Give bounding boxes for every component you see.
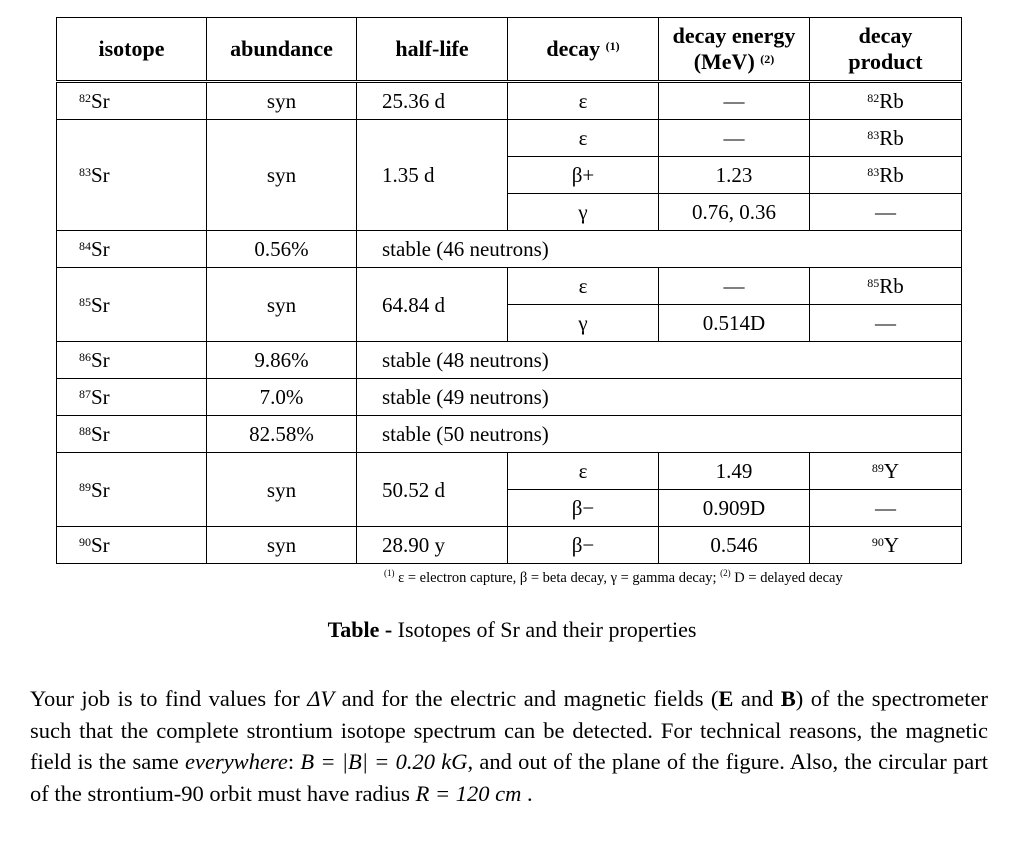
abundance-cell: syn (207, 527, 357, 564)
table-caption (0, 617, 1024, 643)
header-decay: decay $^{(1)}$ (508, 18, 659, 82)
decay-product-cell: $^{83}$Rb (810, 157, 962, 194)
blank-cell (810, 416, 962, 453)
half-life-cell: 1.35 d (357, 120, 508, 231)
header-isotope: isotope (57, 18, 207, 82)
decay-mode-cell: ε (508, 82, 659, 120)
decay-mode-cell: γ (508, 305, 659, 342)
header-abundance: abundance (207, 18, 357, 82)
isotope-cell: $^{90}$Sr (57, 527, 207, 564)
blank-cell (810, 231, 962, 268)
isotope-cell: $^{89}$Sr (57, 453, 207, 527)
blank-cell (810, 379, 962, 416)
decay-mode-cell: β− (508, 527, 659, 564)
abundance-cell: syn (207, 453, 357, 527)
decay-product-cell: — (810, 194, 962, 231)
decay-energy-cell: 1.23 (659, 157, 810, 194)
half-life-cell: 28.90 y (357, 527, 508, 564)
decay-energy-cell: 1.49 (659, 453, 810, 490)
isotope-cell: $^{83}$Sr (57, 120, 207, 231)
table-row (57, 342, 962, 379)
decay-product-cell: — (810, 490, 962, 527)
table-row (57, 453, 962, 490)
table-footnote: $^{(1)}$ ε = electron capture, β = beta decay, γ = gamma decay; $^{(2)}$ D = delayed decay (384, 568, 843, 586)
stable-cell: stable (48 neutrons) (357, 342, 810, 379)
stable-cell: stable (49 neutrons) (357, 379, 810, 416)
isotope-cell: $^{88}$Sr (57, 416, 207, 453)
abundance-cell: 0.56% (207, 231, 357, 268)
decay-energy-cell: 0.909D (659, 490, 810, 527)
decay-mode-cell: β− (508, 490, 659, 527)
abundance-cell: 82.58% (207, 416, 357, 453)
header-half-life: half-life (357, 18, 508, 82)
decay-energy-cell: — (659, 82, 810, 120)
abundance-cell: 7.0% (207, 379, 357, 416)
abundance-cell: 9.86% (207, 342, 357, 379)
decay-mode-cell: γ (508, 194, 659, 231)
isotope-cell: $^{85}$Sr (57, 268, 207, 342)
decay-product-cell: $^{89}$Y (810, 453, 962, 490)
table-row (57, 416, 962, 453)
decay-product-cell: $^{85}$Rb (810, 268, 962, 305)
caption-label: Table - (327, 617, 393, 642)
problem-paragraph: Your job is to find values for ΔV and for the electric and magnetic fields (E and B) of the spectrometer such that the complete strontium isotope spectrum can be detected. For technical reasons, the magnetic field is the same everywhere: B = |B| = 0.20 kG, and out of the plane of the figure. Also, the circular part of the strontium-90 orbit must have radius R = 120 cm . (30, 686, 988, 806)
header-row (57, 18, 962, 82)
header-decay-product: decay product (810, 18, 962, 82)
isotope-cell: $^{87}$Sr (57, 379, 207, 416)
blank-cell (810, 342, 962, 379)
table-row (57, 268, 962, 305)
decay-mode-cell: ε (508, 268, 659, 305)
half-life-cell: 50.52 d (357, 453, 508, 527)
isotope-cell: $^{84}$Sr (57, 231, 207, 268)
decay-mode-cell: ε (508, 120, 659, 157)
decay-product-cell: $^{83}$Rb (810, 120, 962, 157)
decay-energy-cell: — (659, 120, 810, 157)
header-decay-energy: decay energy (MeV) $^{(2)}$ (659, 18, 810, 82)
table-row (57, 82, 962, 120)
half-life-cell: 64.84 d (357, 268, 508, 342)
table-row (57, 527, 962, 564)
abundance-cell: syn (207, 268, 357, 342)
decay-mode-cell: β+ (508, 157, 659, 194)
abundance-cell: syn (207, 120, 357, 231)
decay-product-cell: $^{90}$Y (810, 527, 962, 564)
stable-cell: stable (46 neutrons) (357, 231, 810, 268)
isotope-cell: $^{86}$Sr (57, 342, 207, 379)
isotope-table (56, 17, 962, 564)
decay-energy-cell: 0.546 (659, 527, 810, 564)
decay-product-cell: $^{82}$Rb (810, 82, 962, 120)
table-row (57, 120, 962, 157)
decay-energy-cell: — (659, 268, 810, 305)
decay-energy-cell: 0.514D (659, 305, 810, 342)
table-row (57, 231, 962, 268)
caption-text: Isotopes of Sr and their properties (392, 617, 697, 642)
stable-cell: stable (50 neutrons) (357, 416, 810, 453)
abundance-cell: syn (207, 82, 357, 120)
isotope-cell: $^{82}$Sr (57, 82, 207, 120)
decay-product-cell: — (810, 305, 962, 342)
table-row (57, 379, 962, 416)
decay-energy-cell: 0.76, 0.36 (659, 194, 810, 231)
half-life-cell: 25.36 d (357, 82, 508, 120)
decay-mode-cell: ε (508, 453, 659, 490)
